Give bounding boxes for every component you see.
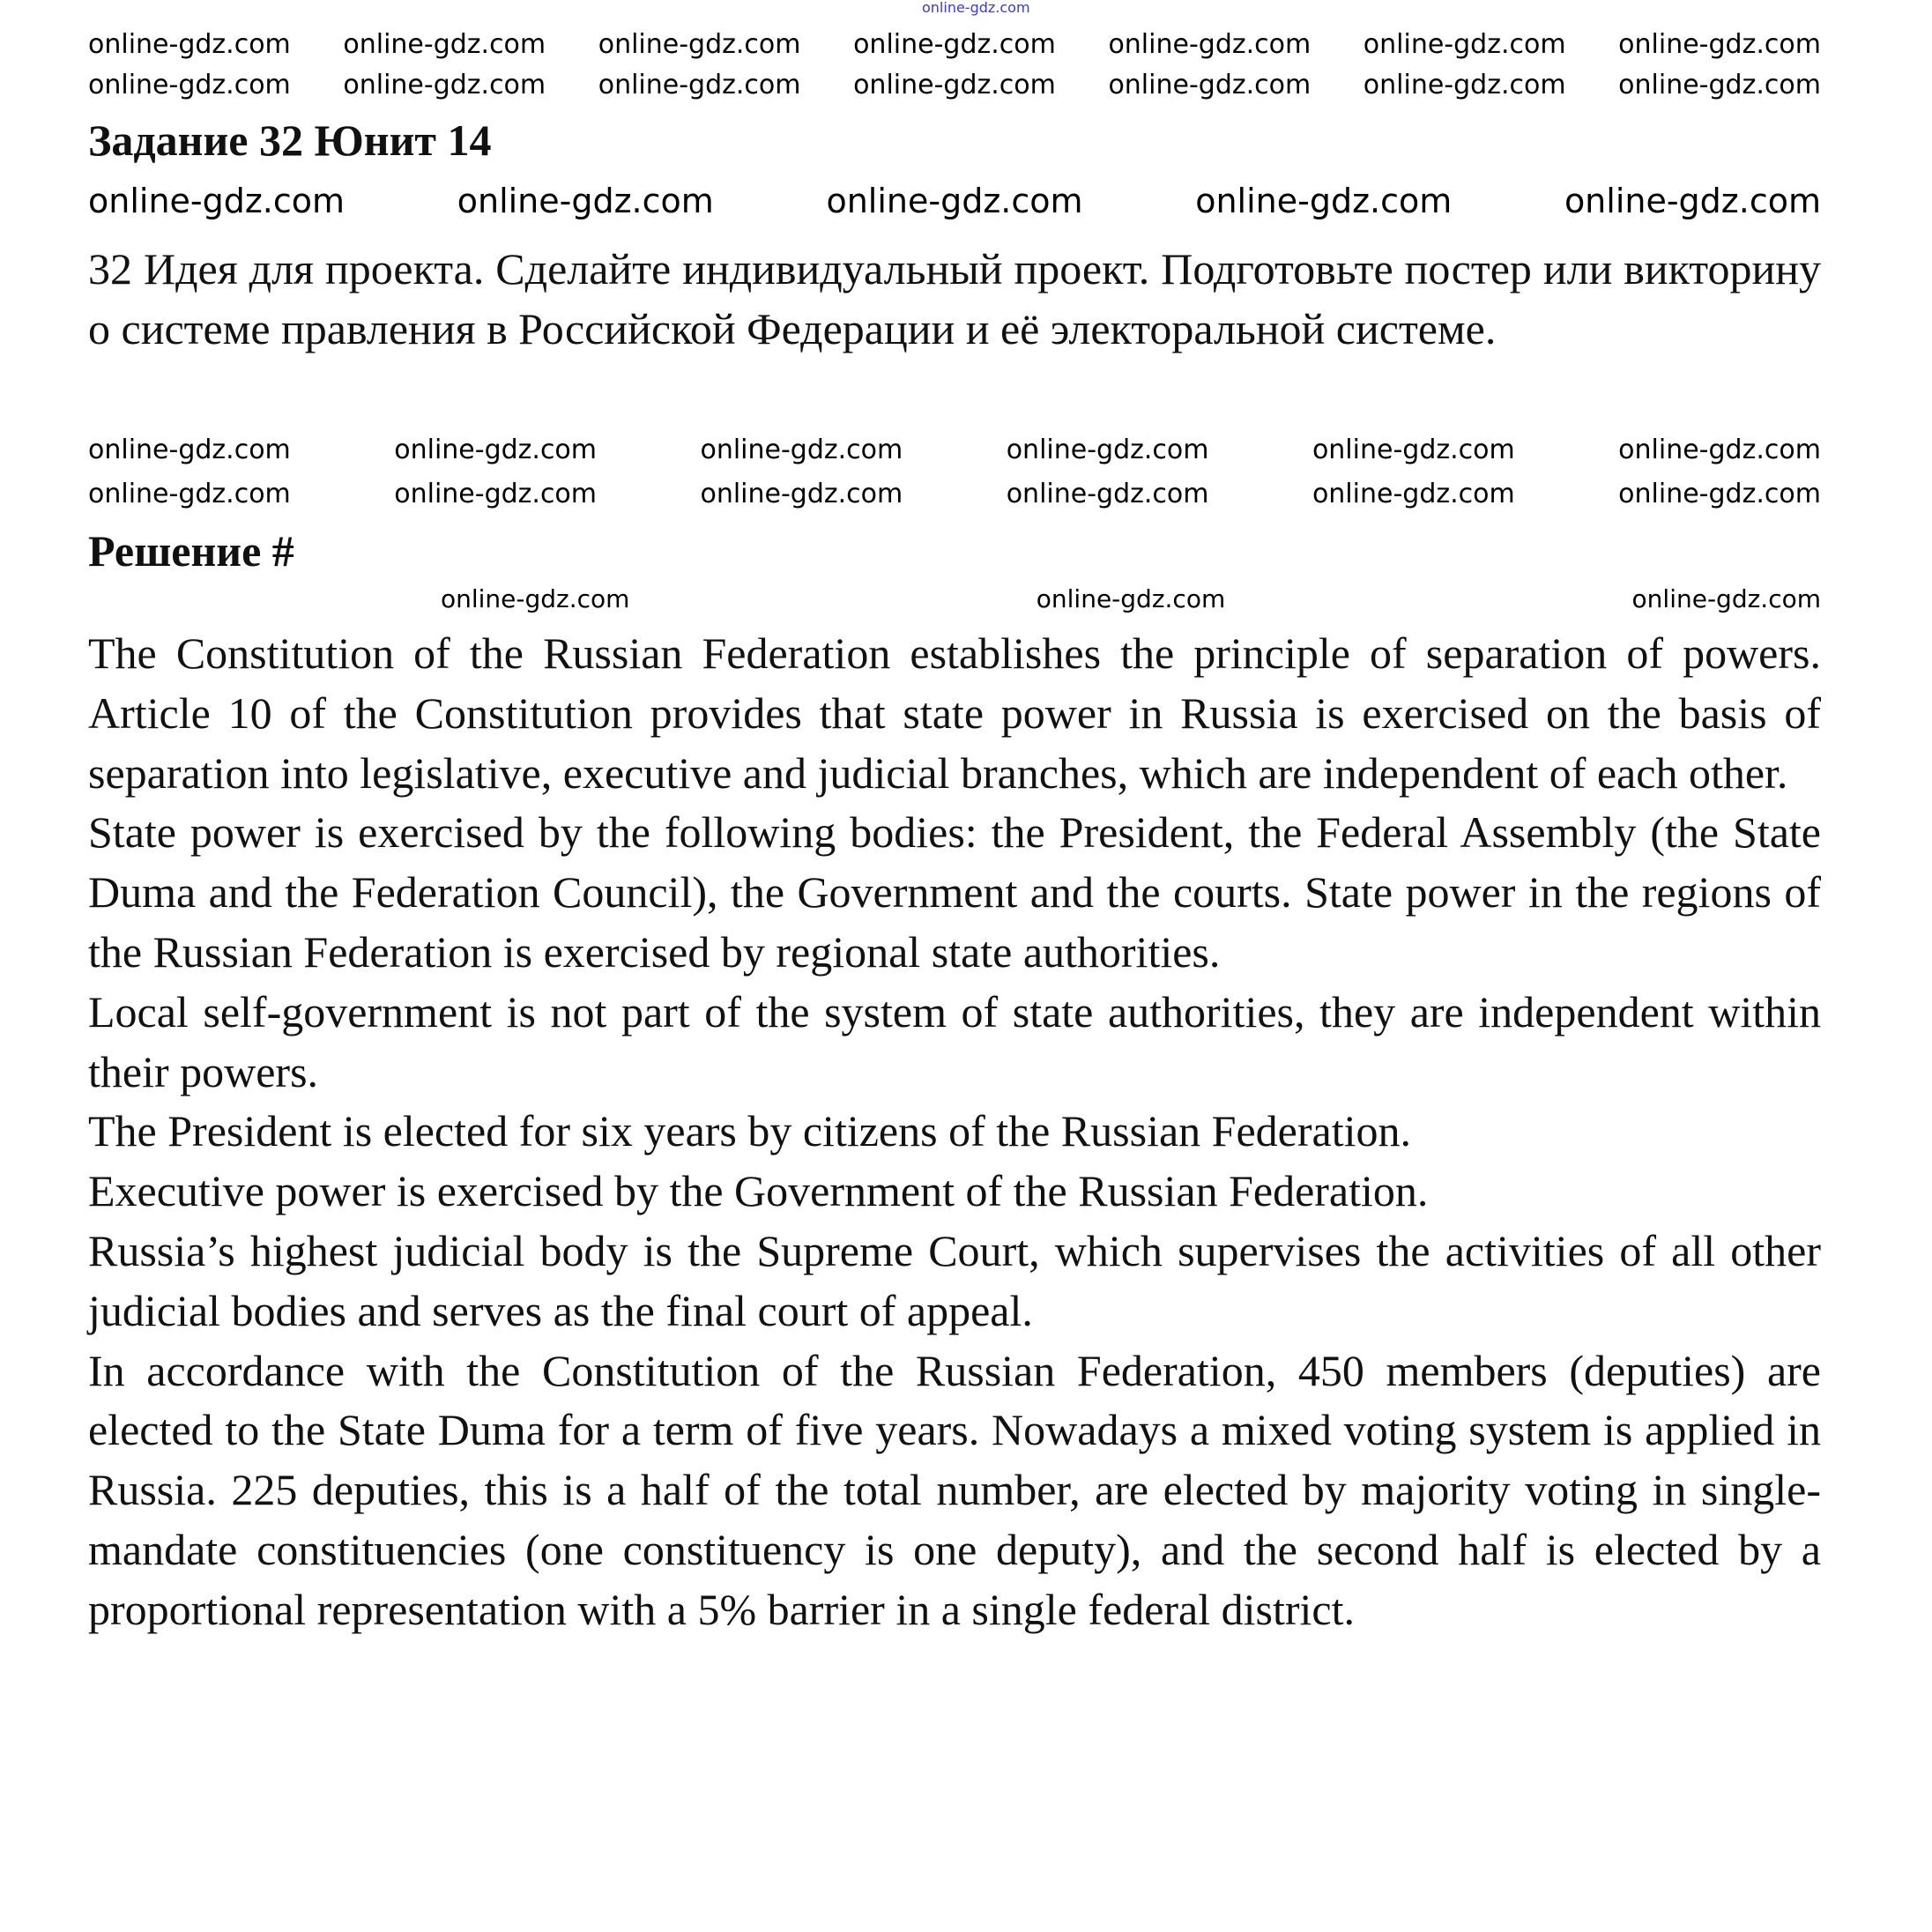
watermark: online-gdz.com: [1363, 71, 1566, 100]
task-paragraph: 32 Идея для проекта. Сделайте индивидуальный проект. Подготовьте постер или викторину о системе правления в Российской Федерации и её электоральной системе.: [88, 244, 1821, 353]
watermark: online-gdz.com: [394, 479, 598, 509]
solution-paragraph: State power is exercised by the following bodies: the President, the Federal Assembly (the State Duma and the Federation Council), the Government and the courts. State power in the regions of the Russian Federation is exercised by regional state authorities.: [88, 807, 1821, 977]
watermark: online-gdz.com: [1036, 585, 1226, 613]
top-site-link[interactable]: online-gdz.com: [922, 0, 1030, 16]
watermark: online-gdz.com: [1195, 182, 1453, 220]
watermark: online-gdz.com: [457, 182, 714, 220]
watermark: online-gdz.com: [598, 71, 801, 100]
watermark: online-gdz.com: [1006, 435, 1209, 465]
solution-paragraph: Local self-government is not part of the system of state authorities, they are independent within their powers.: [88, 986, 1821, 1096]
watermark: online-gdz.com: [700, 479, 903, 509]
solution-paragraph: The Constitution of the Russian Federation establishes the principle of separation of powers. Article 10 of the Constitution provides that state power in Russia is exercised on the basis of separation into legislative, executive and judicial branches, which are independent of each other.: [88, 628, 1821, 798]
watermark: online-gdz.com: [1631, 585, 1821, 613]
watermark: online-gdz.com: [1618, 71, 1821, 100]
watermark: online-gdz.com: [88, 30, 291, 60]
solution-paragraph: The President is elected for six years by citizens of the Russian Federation.: [88, 1106, 1411, 1156]
watermark: online-gdz.com: [853, 71, 1056, 100]
watermark: online-gdz.com: [1618, 479, 1821, 509]
watermark: online-gdz.com: [700, 435, 903, 465]
watermark: online-gdz.com: [1108, 71, 1312, 100]
watermark: online-gdz.com: [88, 71, 291, 100]
watermark-row: [88, 479, 1821, 509]
watermark: online-gdz.com: [1618, 435, 1821, 465]
watermark: online-gdz.com: [1312, 479, 1515, 509]
watermark: online-gdz.com: [88, 182, 346, 220]
watermark-row: [441, 585, 1821, 613]
watermark: online-gdz.com: [1363, 30, 1566, 60]
task-text: [88, 240, 1821, 360]
watermark: online-gdz.com: [441, 585, 630, 613]
watermark: online-gdz.com: [343, 71, 546, 100]
watermark: online-gdz.com: [826, 182, 1083, 220]
solution-paragraph: Russia’s highest judicial body is the Supreme Court, which supervises the activities of all other judicial bodies and serves as the final court of appeal.: [88, 1225, 1821, 1335]
watermark: online-gdz.com: [598, 30, 801, 60]
watermark: online-gdz.com: [1312, 435, 1515, 465]
watermark: online-gdz.com: [1108, 30, 1312, 60]
watermark: online-gdz.com: [88, 479, 291, 509]
watermark: online-gdz.com: [394, 435, 598, 465]
watermark: online-gdz.com: [1006, 479, 1209, 509]
watermark: online-gdz.com: [343, 30, 546, 60]
solution-body: [88, 624, 1821, 1640]
watermark-row: [88, 30, 1821, 60]
watermark-row: [88, 435, 1821, 465]
watermark: online-gdz.com: [1564, 182, 1821, 220]
watermark-row: [88, 182, 1821, 220]
watermark: online-gdz.com: [853, 30, 1056, 60]
watermark-row: [88, 71, 1821, 100]
watermark: online-gdz.com: [1618, 30, 1821, 60]
watermark: online-gdz.com: [88, 435, 291, 465]
solution-heading: Решение #: [88, 526, 294, 576]
solution-paragraph: In accordance with the Constitution of the Russian Federation, 450 members (deputies) are elected to the State Duma for a term of five years. Nowadays a mixed voting system is applied in Russia. 225 deputies, this is a half of the total number, are elected by majority voting in single-mandate constituencies (one constituency is one deputy), and the second half is elected by a proportional representation with a 5% barrier in a single federal district.: [88, 1345, 1821, 1634]
page-title: Задание 32 Юнит 14: [88, 115, 492, 165]
solution-paragraph: Executive power is exercised by the Government of the Russian Federation.: [88, 1166, 1429, 1216]
